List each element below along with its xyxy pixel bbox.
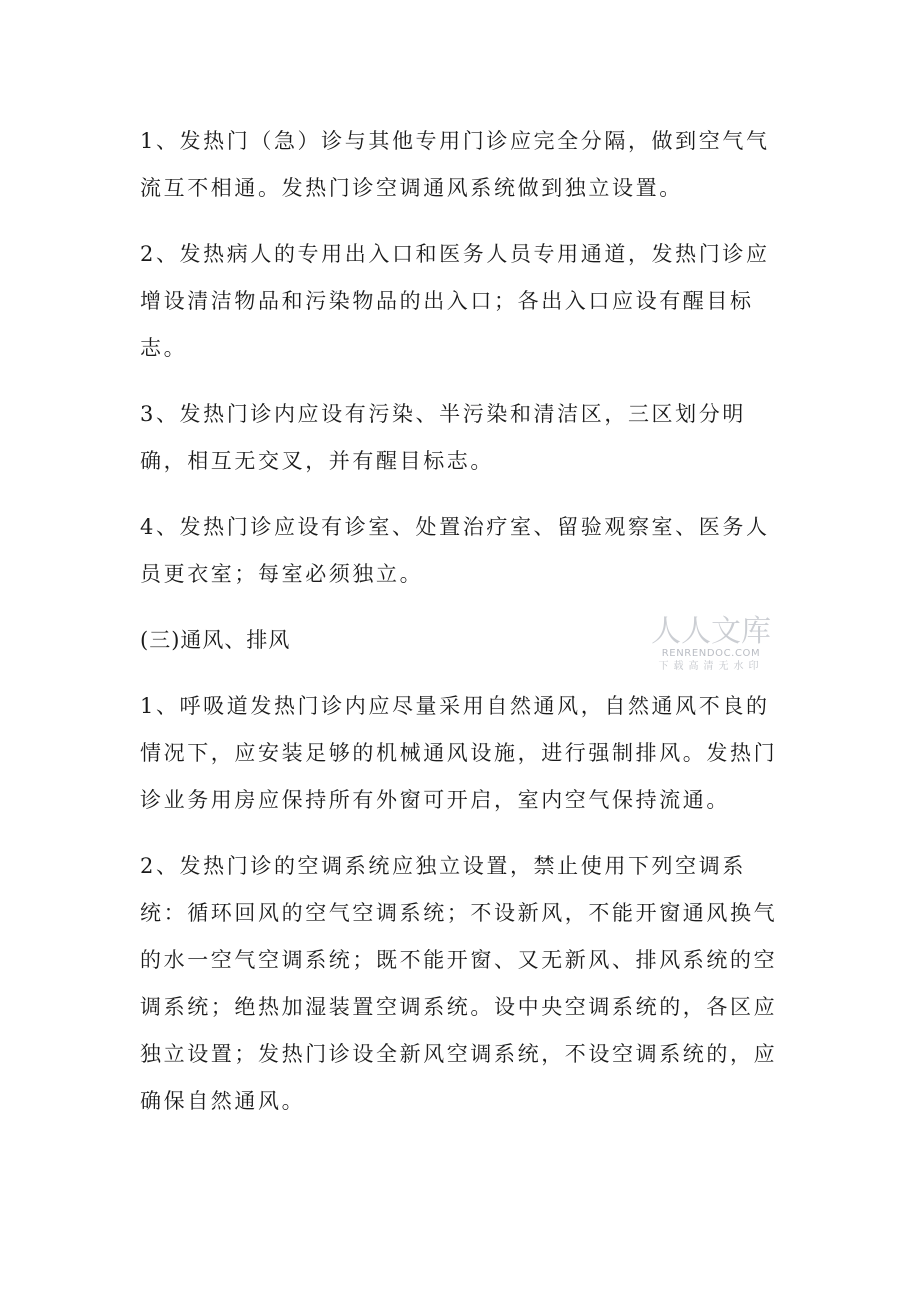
paragraph-1: 1、发热门（急）诊与其他专用门诊应完全分隔，做到空气气流互不相通。发热门诊空调通风系统做到独立设置。 [140, 129, 770, 200]
paragraph-6: 2、发热门诊的空调系统应独立设置，禁止使用下列空调系统：循环回风的空气空调系统；不设新风，不能开窗通风换气的水一空气空调系统；既不能开窗、又无新风、排风系统的空调系统；绝热加湿装置空调系统。设中央空调系统的，各区应独立设置；发热门诊设全新风空调系统，不设空调系统的，应确保自然通风。 [140, 854, 778, 1113]
paragraph-2: 2、发热病人的专用出入口和医务人员专用通道，发热门诊应增设清洁物品和污染物品的出入口；各出入口应设有醒目标志。 [140, 242, 770, 360]
section-heading-ventilation: (三)通风、排风 [140, 628, 291, 652]
watermark [646, 616, 776, 674]
paragraph-3: 3、发热门诊内应设有污染、半污染和清洁区，三区划分明确，相互无交叉，并有醒目标志。 [140, 402, 746, 473]
paragraph-4: 4、发热门诊应设有诊室、处置治疗室、留验观察室、医务人员更衣室；每室必须独立。 [140, 515, 770, 586]
paragraph-5: 1、呼吸道发热门诊内应尽量采用自然通风，自然通风不良的情况下，应安装足够的机械通风设施，进行强制排风。发热门诊业务用房应保持所有外窗可开启，室内空气保持流通。 [140, 694, 778, 812]
watermark-domain: RENRENDOC.COM [661, 648, 761, 659]
watermark-slogan: 下载高清无水印 [658, 661, 764, 672]
watermark-logo: 人人文库 [651, 614, 771, 649]
